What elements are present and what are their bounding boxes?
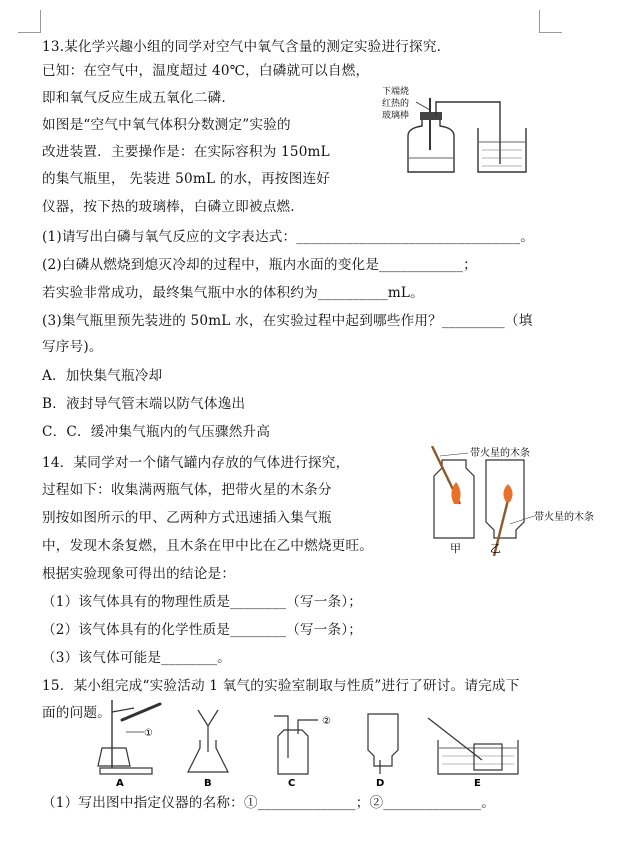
q14-question-1: （1）该气体具有的物理性质是________（写一条）； xyxy=(42,594,363,610)
apparatus-label-d: D xyxy=(376,778,385,789)
flame-icon xyxy=(503,484,512,502)
q13-line: 的集气瓶里， 先装进 50mL 的水，再按图连好 xyxy=(42,171,331,187)
q13-line: 如图是“空气中氧气体积分数测定”实验的 xyxy=(42,117,291,133)
q14-line: 中，发现木条复燃，且木条在甲中比在乙中燃烧更旺。 xyxy=(42,538,374,554)
q13-figure-label: 玻璃棒 xyxy=(382,111,410,121)
stopper-icon xyxy=(420,112,442,120)
q13-line: 仪器，按下热的玻璃棒，白磷立即被点燃. xyxy=(42,199,295,215)
corner-mark-top-right xyxy=(539,10,562,33)
q14-line: 根据实验现象可得出的结论是： xyxy=(42,566,236,582)
q14-label-right: 带火星的木条 xyxy=(534,512,594,523)
q15-apparatus-figure xyxy=(82,690,542,790)
q13-line: 已知：在空气中，温度超过 40℃，白磷就可以自燃， xyxy=(42,63,370,79)
q13-question-3: (3)集气瓶里预先装进的 50mL 水，在实验过程中起到哪些作用？_________（填 xyxy=(42,313,533,329)
apparatus-label-b: B xyxy=(204,778,212,789)
q15-line: 15．某小组完成“实验活动 1 氧气的实验室制取与性质”进行了研讨。请完成下 xyxy=(42,678,520,694)
q13-apparatus-diagram xyxy=(378,80,538,180)
q13-option-c: C．C．缓冲集气瓶内的气压骤然升高 xyxy=(42,424,271,440)
q15-question-1: （1）写出图中指定仪器的名称：①______________；②______________。 xyxy=(42,795,496,811)
apparatus-d-icon xyxy=(368,714,398,774)
q13-option-a: A．加快集气瓶冷却 xyxy=(42,368,163,384)
q13-line: 写序号)。 xyxy=(42,339,103,355)
q14-line: 过程如下：收集满两瓶气体，把带火星的木条分 xyxy=(42,482,332,498)
q13-figure-label: 下端烧 xyxy=(382,87,410,97)
apparatus-label-c: C xyxy=(288,778,296,789)
q14-label-top: 带火星的木条 xyxy=(470,448,530,459)
q13-apparatus-figure xyxy=(378,80,538,180)
corner-mark-top-left xyxy=(18,10,41,33)
q13-option-b: B．液封导气管末端以防气体逸出 xyxy=(42,396,246,412)
apparatus-label-a: A xyxy=(116,778,124,789)
label-yi: 乙 xyxy=(490,542,501,555)
q14-line: 别按如图所示的甲、乙两种方式迅速插入集气瓶 xyxy=(42,510,332,526)
apparatus-b-icon xyxy=(188,710,228,772)
label-jia: 甲 xyxy=(450,542,461,555)
q15-line: 面的问题。 xyxy=(42,705,111,721)
q13-figure-label: 红热的 xyxy=(382,99,410,109)
q13-line: 即和氧气反应生成五氧化二磷. xyxy=(42,90,226,106)
apparatus-c-icon xyxy=(274,716,331,774)
q14-splint-figure xyxy=(420,446,620,558)
q14-question-3: （3）该气体可能是________。 xyxy=(42,650,231,666)
apparatus-label-e: E xyxy=(474,778,481,789)
q13-line: 若实验非常成功，最终集气瓶中水的体积约为__________mL。 xyxy=(42,285,424,301)
marker-1: ① xyxy=(144,728,153,739)
q13-question-2: (2)白磷从燃烧到熄灭冷却的过程中，瓶内水面的变化是____________； xyxy=(42,257,477,273)
apparatus-a-icon xyxy=(98,700,160,774)
q13-question-1: (1)请写出白磷与氧气反应的文字表达式：________________________________。 xyxy=(42,229,535,245)
alcohol-lamp-icon xyxy=(98,748,130,766)
q13-line: 改进装置．主要操作是：在实际容积为 150mL xyxy=(42,144,330,160)
marker-2: ② xyxy=(322,716,331,727)
flame-icon xyxy=(451,482,460,504)
q14-question-2: （2）该气体具有的化学性质是________（写一条）； xyxy=(42,622,363,638)
q13-line: 13.某化学兴趣小组的同学对空气中氧气含量的测定实验进行探究. xyxy=(42,39,442,55)
q15-apparatus-diagram xyxy=(82,690,542,790)
q14-splint-diagram xyxy=(420,446,620,558)
q14-line: 14．某同学对一个储气罐内存放的气体进行探究， xyxy=(42,455,350,471)
apparatus-e-icon xyxy=(428,718,518,774)
